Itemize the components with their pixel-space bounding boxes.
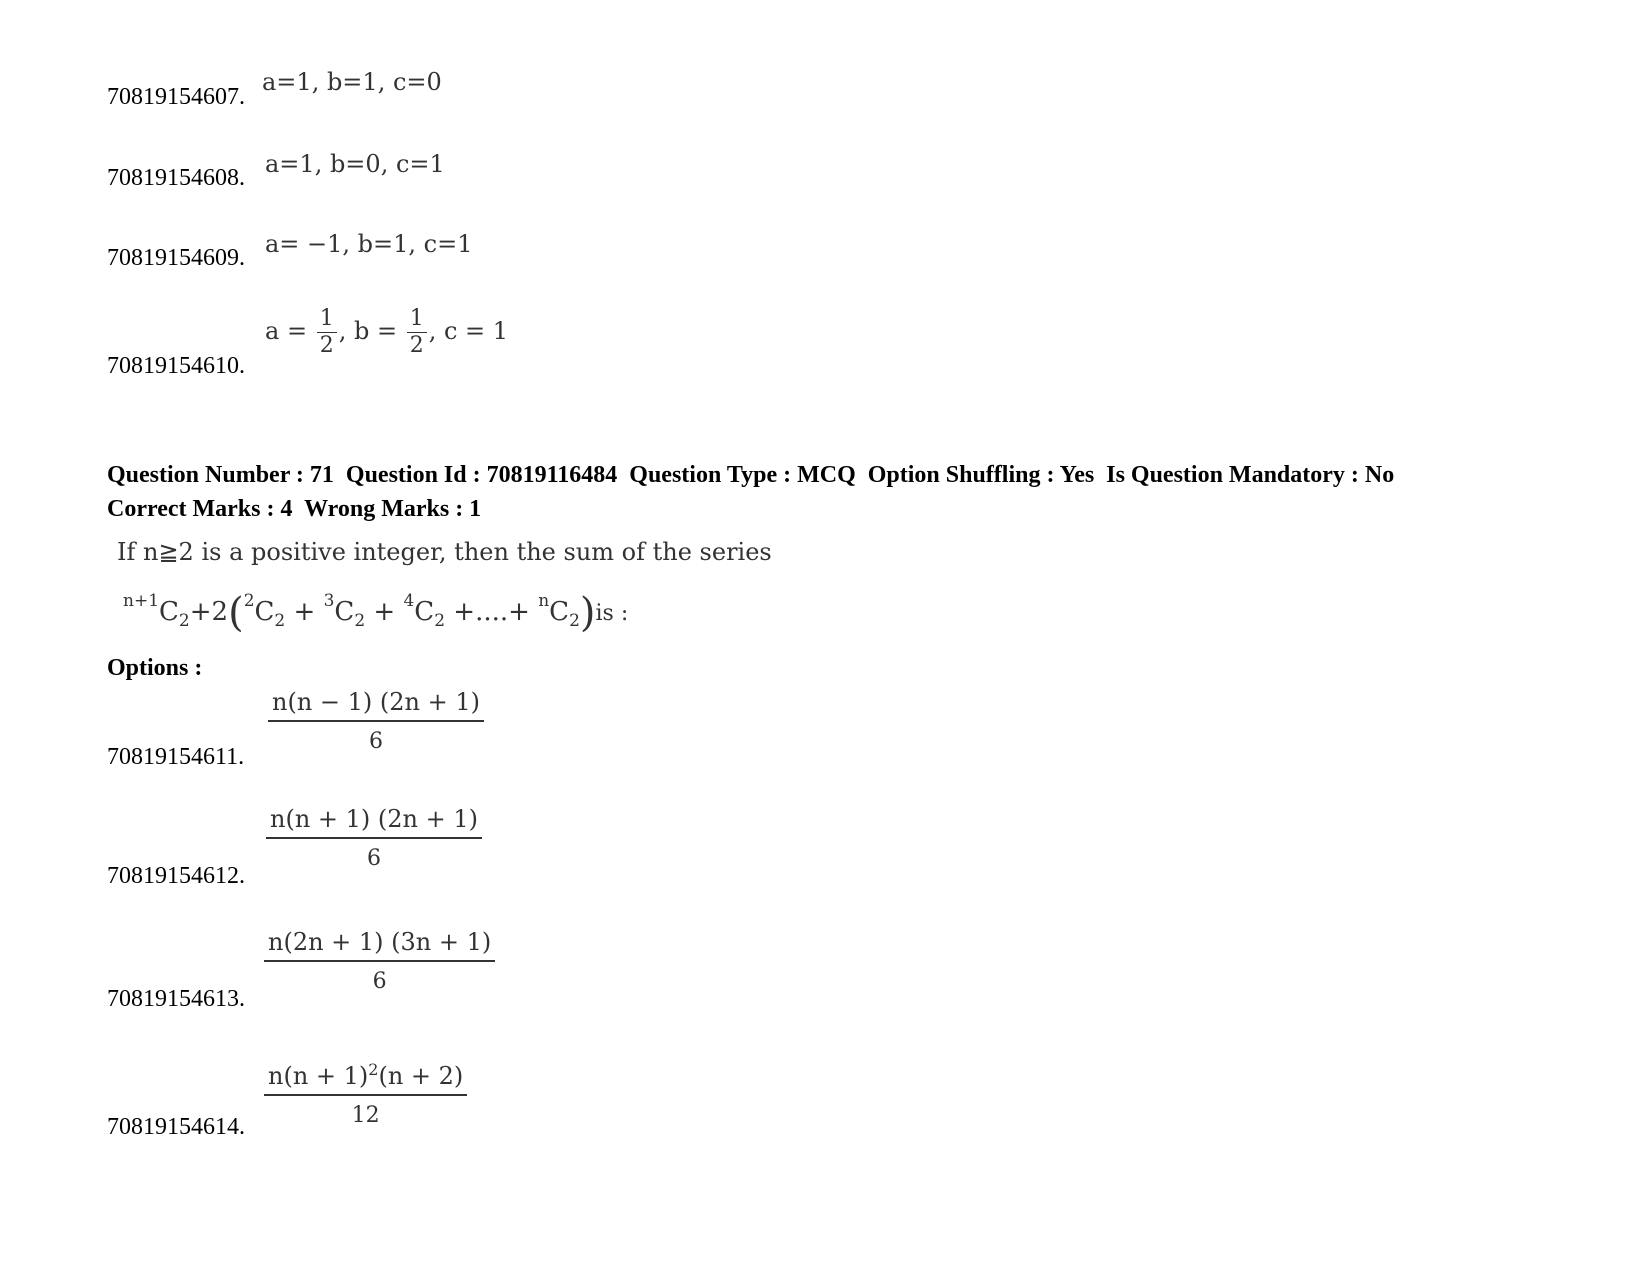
option-id: 70819154610. (107, 353, 245, 379)
series-sub: 2 (354, 611, 366, 632)
numerator-part: n(n + 1) (268, 1062, 369, 1090)
series-text: +....+ (445, 597, 539, 627)
fraction-denominator: 6 (369, 729, 383, 754)
fraction-denominator: 2 (317, 332, 337, 359)
fraction (407, 306, 427, 359)
fraction-denominator: 2 (407, 332, 427, 359)
series-text: + (365, 597, 404, 627)
series-sup: n+1 (123, 591, 160, 612)
numerator-exponent: 2 (368, 1060, 379, 1079)
option-id: 70819154611. (107, 744, 245, 770)
question-number: Question Number : 71 (107, 462, 334, 488)
expr-text: a = (265, 317, 308, 345)
series-sub: 2 (569, 611, 580, 632)
series-sup: 2 (243, 591, 255, 612)
question-meta-line-2 (107, 497, 487, 521)
wrong-marks: Wrong Marks : 1 (304, 496, 482, 522)
question-meta-line-1 (107, 463, 1400, 487)
option-fraction (264, 926, 495, 998)
option-expression: a=1, b=0, c=1 (265, 150, 445, 178)
series-c: C (334, 597, 355, 627)
option-id: 70819154613. (107, 986, 245, 1012)
fraction-numerator (264, 1054, 467, 1096)
series-open-paren: ( (228, 590, 244, 636)
question-type: Question Type : MCQ (629, 462, 856, 488)
expr-text: , c = 1 (428, 317, 509, 345)
series-sup: 3 (323, 591, 335, 612)
fraction-denominator: 6 (372, 969, 387, 994)
option-id: 70819154612. (107, 863, 245, 889)
question-id: Question Id : 70819116484 (345, 462, 618, 488)
question-text: If n≧2 is a positive integer, then the sum of the series (117, 538, 772, 566)
expr-text: , b = (338, 317, 398, 345)
option-expression: a= −1, b=1, c=1 (265, 230, 473, 258)
correct-marks: Correct Marks : 4 (107, 496, 293, 522)
fraction-numerator: n(2n + 1) (3n + 1) (264, 926, 495, 962)
series-c: C (414, 597, 435, 627)
series-sup: 4 (403, 591, 415, 612)
option-expression-fractions (265, 306, 508, 359)
fraction (317, 306, 337, 359)
fraction-numerator: n(n − 1) (2n + 1) (268, 686, 484, 722)
series-sub: 2 (434, 611, 446, 632)
question-series-expression (123, 590, 628, 636)
fraction-denominator: 6 (367, 846, 381, 871)
options-label: Options : (107, 655, 203, 681)
option-id: 70819154608. (107, 165, 245, 191)
series-is: is : (595, 601, 629, 626)
fraction-numerator: 1 (319, 306, 334, 331)
option-id: 70819154614. (107, 1114, 245, 1140)
question-mandatory: Is Question Mandatory : No (1106, 462, 1395, 488)
option-shuffling: Option Shuffling : Yes (867, 462, 1095, 488)
option-expression: a=1, b=1, c=0 (262, 68, 442, 96)
series-c: C (549, 597, 570, 627)
option-fraction (264, 1054, 467, 1132)
series-c: C (254, 597, 275, 627)
numerator-part: (n + 2) (378, 1062, 464, 1090)
series-sup: n (538, 591, 550, 612)
fraction-denominator: 12 (351, 1103, 380, 1128)
series-c: C (159, 597, 179, 627)
series-sub: 2 (178, 611, 190, 632)
option-id: 70819154607. (107, 84, 245, 110)
series-close-paren: ) (579, 590, 596, 636)
fraction-numerator: 1 (409, 306, 424, 331)
fraction-numerator: n(n + 1) (2n + 1) (266, 803, 482, 839)
series-text: + (285, 597, 324, 627)
series-text: +2 (189, 597, 229, 627)
option-fraction (266, 803, 482, 875)
option-id: 70819154609. (107, 245, 245, 271)
series-sub: 2 (274, 611, 286, 632)
option-fraction (268, 686, 484, 758)
